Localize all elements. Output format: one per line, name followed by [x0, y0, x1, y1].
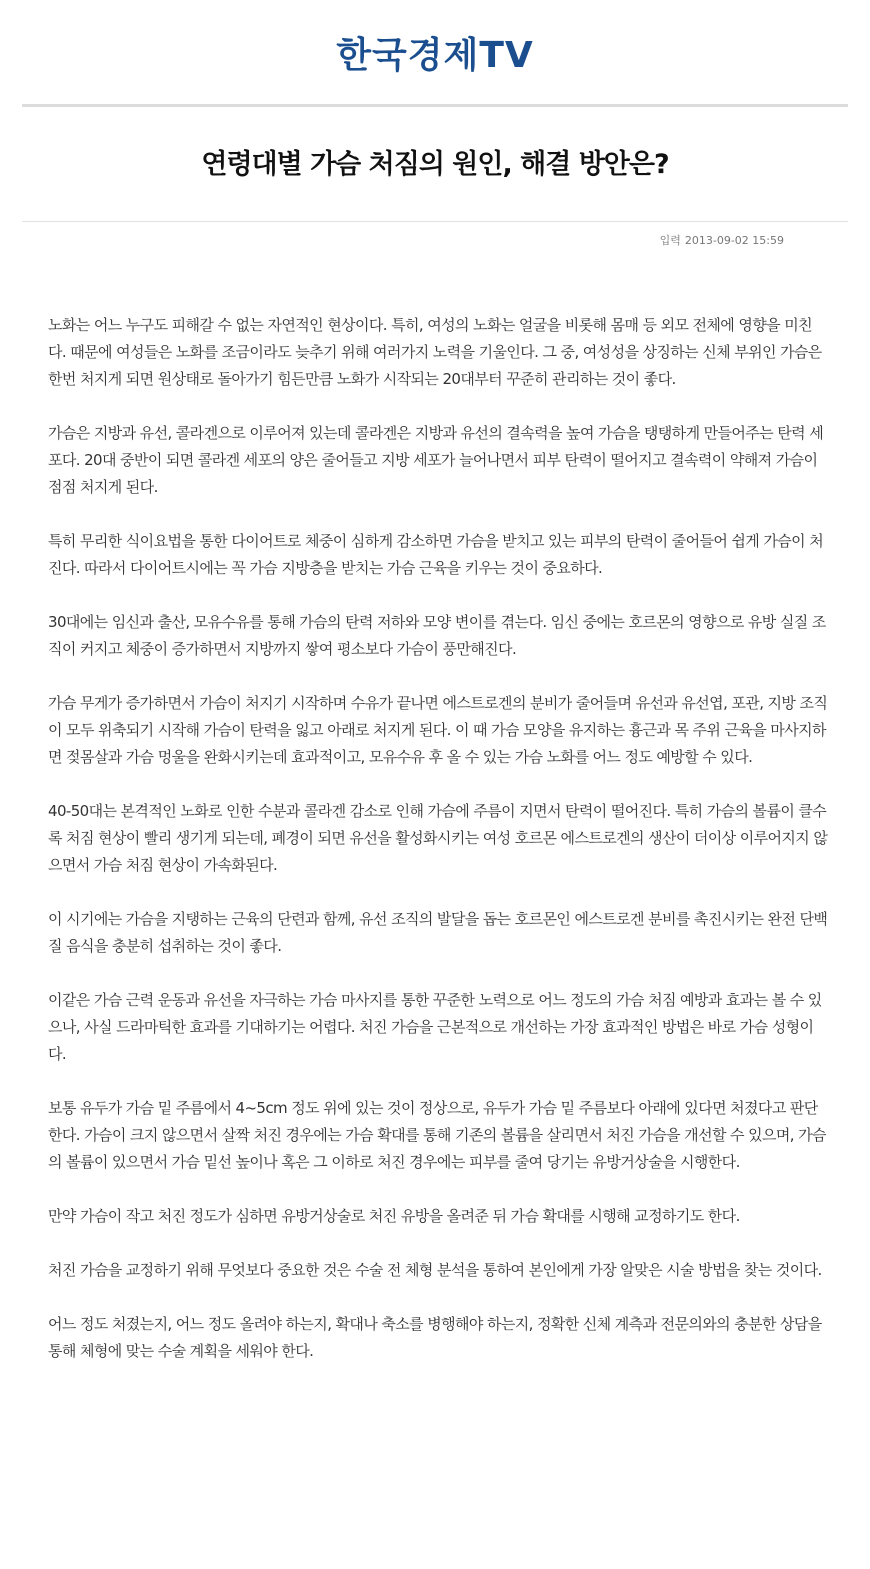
article-paragraph: 만약 가슴이 작고 처진 정도가 심하면 유방거상술로 처진 유방을 올려준 뒤 가슴 확대를 시행해 교정하기도 한다.: [48, 1207, 740, 1225]
masthead-divider: [22, 104, 848, 107]
title-divider: [22, 221, 848, 222]
article-body: [48, 312, 828, 1392]
article-paragraph: 처진 가슴을 교정하기 위해 무엇보다 중요한 것은 수술 전 체형 분석을 통하여 본인에게 가장 알맞은 시술 방법을 찾는 것이다.: [48, 1261, 822, 1279]
site-logo[interactable]: 한국경제TV: [336, 35, 534, 76]
article-paragraph: 특히 무리한 식이요법을 통한 다이어트로 체중이 심하게 감소하면 가슴을 받치고 있는 피부의 탄력이 줄어들어 쉽게 가슴이 처진다. 따라서 다이어트시에는 꼭 가슴 지방층을 받치는 가슴 근육을 키우는 것이 중요하다.: [48, 532, 824, 577]
article-title: 연령대별 가슴 처짐의 원인, 해결 방안은?: [201, 149, 669, 180]
article-paragraph: 30대에는 임신과 출산, 모유수유를 통해 가슴의 탄력 저하와 모양 변이를 겪는다. 임신 중에는 호르몬의 영향으로 유방 실질 조직이 커지고 체중이 증가하면서 지방까지 쌓여 평소보다 가슴이 풍만해진다.: [48, 613, 826, 658]
article-paragraph: 어느 정도 처졌는지, 어느 정도 올려야 하는지, 확대나 축소를 병행해야 하는지, 정확한 신체 계측과 전문의와의 충분한 상담을 통해 체형에 맞는 수술 계획을 세워야 한다.: [48, 1315, 822, 1360]
article-paragraph: 이 시기에는 가슴을 지탱하는 근육의 단련과 함께, 유선 조직의 발달을 돕는 호르몬인 에스트로겐 분비를 촉진시키는 완전 단백질 음식을 충분히 섭취하는 것이 좋다.: [48, 910, 828, 955]
article-paragraph: 가슴은 지방과 유선, 콜라겐으로 이루어져 있는데 콜라겐은 지방과 유선의 결속력을 높여 가슴을 탱탱하게 만들어주는 탄력 세포다. 20대 중반이 되면 콜라겐 세포의 양은 줄어들고 지방 세포가 늘어나면서 피부 탄력이 떨어지고 결속력이 약해져 가슴이 점점 처지게 된다.: [48, 424, 824, 496]
date-value: 2013-09-02 15:59: [684, 234, 784, 247]
article-paragraph: 노화는 어느 누구도 피해갈 수 없는 자연적인 현상이다. 특히, 여성의 노화는 얼굴을 비롯해 몸매 등 외모 전체에 영향을 미친다. 때문에 여성들은 노화를 조금이라도 늦추기 위해 여러가지 노력을 기울인다. 그 중, 여성성을 상징하는 신체 부위인 가슴은 한번 처지게 되면 원상태로 돌아가기 힘든만큼 노화가 시작되는 20대부터 꾸준히 관리하는 것이 좋다.: [48, 316, 822, 388]
article-paragraph: 40-50대는 본격적인 노화로 인한 수분과 콜라겐 감소로 인해 가슴에 주름이 지면서 탄력이 떨어진다. 특히 가슴의 볼륨이 클수록 처짐 현상이 빨리 생기게 되는데, 폐경이 되면 유선을 활성화시키는 여성 호르몬 에스트로겐의 생산이 더이상 이루어지지 않으면서 가슴 처짐 현상이 가속화된다.: [48, 802, 828, 874]
article-dateline: [660, 233, 784, 249]
masthead: [0, 0, 870, 104]
date-label: 입력: [659, 234, 681, 247]
article-paragraph: 이같은 가슴 근력 운동과 유선을 자극하는 가슴 마사지를 통한 꾸준한 노력으로 어느 정도의 가슴 처짐 예방과 효과는 볼 수 있으나, 사실 드라마틱한 효과를 기대하기는 어렵다. 처진 가슴을 근본적으로 개선하는 가장 효과적인 방법은 바로 가슴 성형이다.: [48, 991, 822, 1063]
article-paragraph: 가슴 무게가 증가하면서 가슴이 처지기 시작하며 수유가 끝나면 에스트로겐의 분비가 줄어들며 유선과 유선엽, 포관, 지방 조직이 모두 위축되기 시작해 가슴이 탄력을 잃고 아래로 처지게 된다. 이 때 가슴 모양을 유지하는 흉근과 목 주위 근육을 마사지하면 젖몸살과 가슴 멍울을 완화시키는데 효과적이고, 모유수유 후 올 수 있는 가슴 노화를 어느 정도 예방할 수 있다.: [48, 694, 828, 766]
article-paragraph: 보통 유두가 가슴 밑 주름에서 4~5cm 정도 위에 있는 것이 정상으로, 유두가 가슴 밑 주름보다 아래에 있다면 처졌다고 판단한다. 가슴이 크지 않으면서 살짝 처진 경우에는 가슴 확대를 통해 기존의 볼륨을 살리면서 처진 가슴을 개선할 수 있으며, 가슴의 볼륨이 있으면서 가슴 밑선 높이나 혹은 그 이하로 처진 경우에는 피부를 줄여 당기는 유방거상술을 시행한다.: [48, 1099, 826, 1171]
